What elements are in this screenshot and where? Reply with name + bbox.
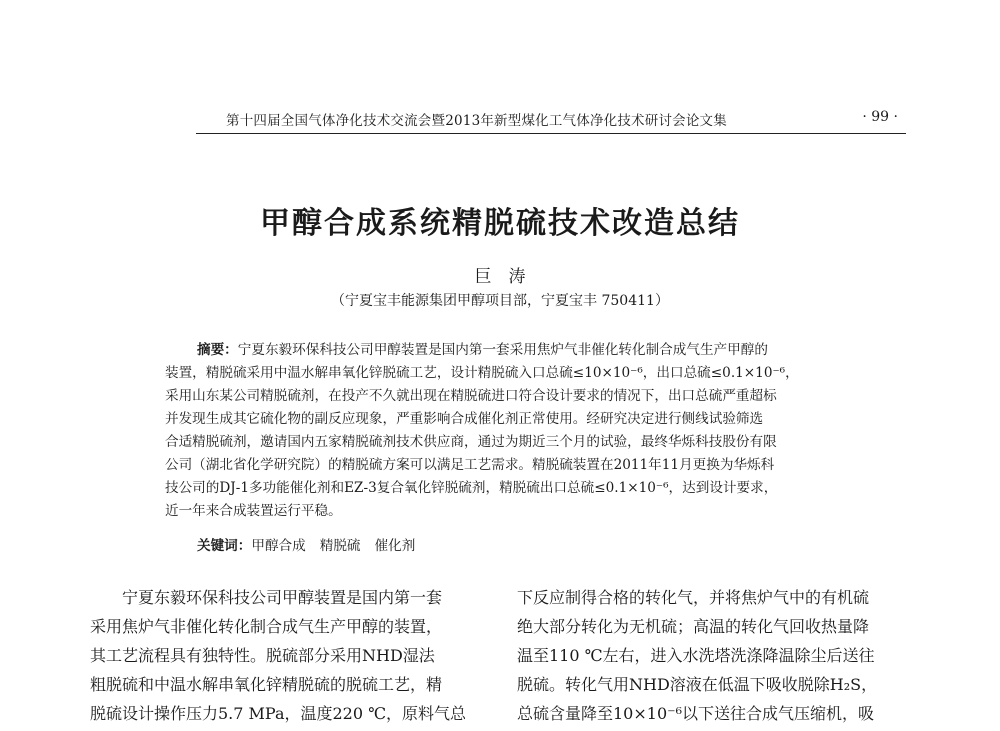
body-line: 脱硫。转化气用NHD溶液在低温下吸收脱除H₂S， <box>517 675 878 694</box>
abstract-line: 近一年来合成装置运行平稳。 <box>165 503 342 519</box>
abstract-line: 并发现生成其它硫化物的副反应现象，严重影响合成催化剂正常使用。经研究决定进行侧线试验筛选 <box>165 411 764 427</box>
abstract-line: 装置，精脱硫采用中温水解串氧化锌脱硫工艺，设计精脱硫入口总硫≤10×10⁻⁶，出口总硫≤0.1×10⁻⁶， <box>165 365 799 381</box>
body-line: 其工艺流程具有独特性。脱硫部分采用NHD湿法 <box>90 646 435 665</box>
body-line: 脱硫设计操作压力5.7 MPa，温度220 ℃，原料气总 <box>90 704 467 723</box>
journal-title: 第十四届全国气体净化技术交流会暨2013年新型煤化工气体净化技术研讨会论文集 <box>226 113 727 129</box>
keywords <box>197 534 429 554</box>
body-left-column <box>90 583 483 728</box>
abstract-line <box>165 339 845 362</box>
body-line: 宁夏东毅环保科技公司甲醇装置是国内第一套 <box>122 588 443 607</box>
abstract <box>165 339 845 523</box>
keyword: 催化剂 <box>374 538 416 554</box>
running-header <box>196 107 906 134</box>
abstract-line: 技公司的DJ-1多功能催化剂和EZ-3复合氧化锌脱硫剂，精脱硫出口总硫≤0.1×10⁻⁶，达到设计要求， <box>165 480 778 496</box>
abstract-text: 宁夏东毅环保科技公司甲醇装置是国内第一套采用焦炉气非催化转化制合成气生产甲醇的 <box>237 342 768 358</box>
abstract-line: 采用山东某公司精脱硫剂，在投产不久就出现在精脱硫进口符合设计要求的情况下，出口总硫严重超标 <box>165 388 777 404</box>
abstract-label: 摘要： <box>197 342 238 358</box>
affiliation: （宁夏宝丰能源集团甲醇项目部，宁夏宝丰 750411） <box>331 293 669 309</box>
body-line: 温至110 ℃左右，进入水洗塔洗涤降温除尘后送往 <box>517 646 875 665</box>
author: 巨 涛 <box>474 267 526 287</box>
body-line: 绝大部分转化为无机硫；高温的转化气回收热量降 <box>517 617 870 636</box>
keywords-label: 关键词： <box>197 538 252 554</box>
body-line: 粗脱硫和中温水解串氧化锌精脱硫的脱硫工艺，精 <box>90 675 443 694</box>
abstract-line: 合适精脱硫剂，邀请国内五家精脱硫剂技术供应商，通过为期近三个月的试验，最终华烁科技股份有限 <box>165 434 777 450</box>
body-line: 下反应制得合格的转化气，并将焦炉气中的有机硫 <box>517 588 870 607</box>
page-number: · 99 · <box>862 109 898 125</box>
body-line: 总硫含量降至10×10⁻⁶以下送往合成气压缩机，吸 <box>517 704 874 723</box>
body-line: 采用焦炉气非催化转化制合成气生产甲醇的装置， <box>90 617 443 636</box>
abstract-line: 公司（湖北省化学研究院）的精脱硫方案可以满足工艺需求。精脱硫装置在2011年11月更换为华烁科 <box>165 457 775 473</box>
paper-title: 甲醇合成系统精脱硫技术改造总结 <box>260 206 740 241</box>
keyword: 精脱硫 <box>319 538 361 554</box>
body-right-column <box>517 583 910 728</box>
keyword: 甲醇合成 <box>251 538 306 554</box>
